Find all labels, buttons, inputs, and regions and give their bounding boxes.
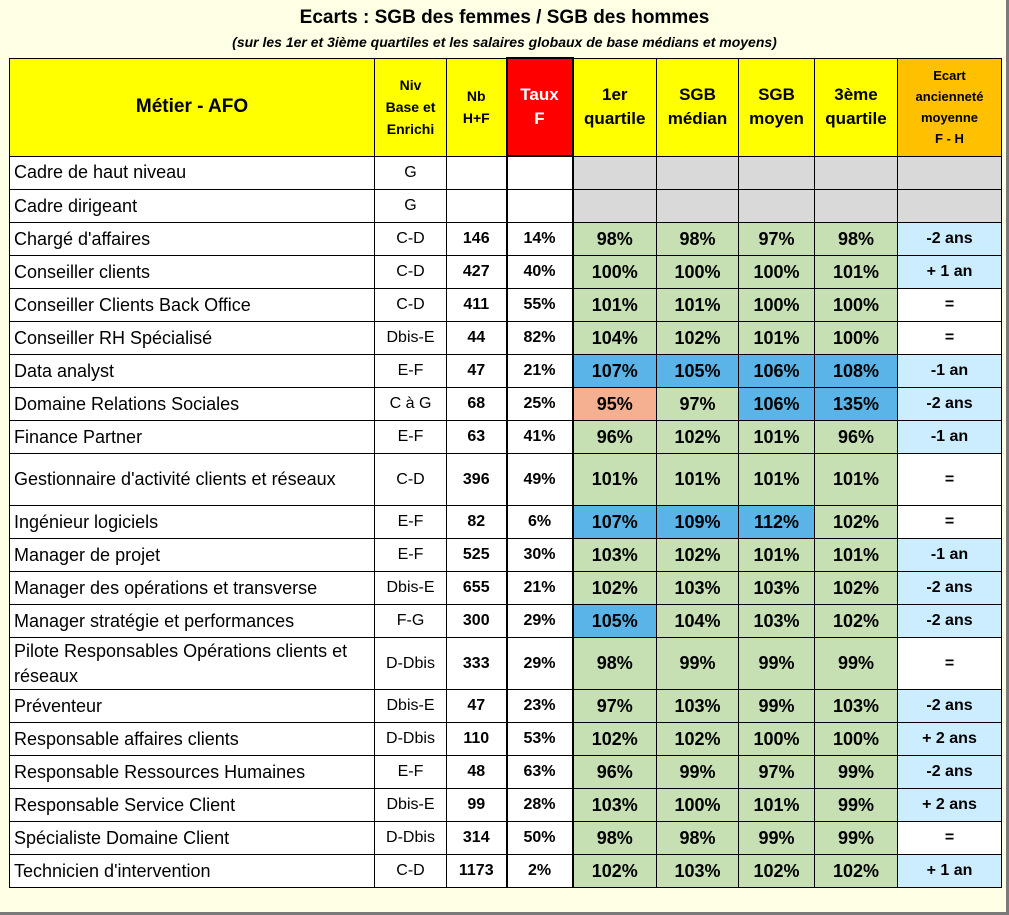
- median-cell: 103%: [657, 690, 739, 723]
- header-q1: 1er quartile: [573, 58, 657, 156]
- niveau-cell: Dbis-E: [375, 322, 447, 355]
- q3-cell: 101%: [815, 539, 898, 572]
- ecart-anciennete-cell: =: [898, 454, 1002, 506]
- taux-f-cell: 21%: [507, 572, 573, 605]
- ecart-anciennete-cell: -2 ans: [898, 756, 1002, 789]
- q1-cell: 104%: [573, 322, 657, 355]
- taux-f-cell: 6%: [507, 506, 573, 539]
- ecart-anciennete-cell: =: [898, 506, 1002, 539]
- metier-cell: Manager stratégie et performances: [10, 605, 375, 638]
- moyen-cell: 101%: [739, 454, 815, 506]
- nb-cell: 68: [447, 388, 507, 421]
- header-ecart-anciennete: Ecart ancienneté moyenne F - H: [898, 58, 1002, 156]
- q1-cell: 97%: [573, 690, 657, 723]
- moyen-cell: 97%: [739, 756, 815, 789]
- moyen-cell: 102%: [739, 855, 815, 888]
- niveau-cell: Dbis-E: [375, 572, 447, 605]
- median-cell: 98%: [657, 223, 739, 256]
- ecart-anciennete-cell: -2 ans: [898, 690, 1002, 723]
- taux-f-cell: 53%: [507, 723, 573, 756]
- median-cell: 97%: [657, 388, 739, 421]
- ecart-anciennete-cell: + 1 an: [898, 855, 1002, 888]
- moyen-cell: 112%: [739, 506, 815, 539]
- niveau-cell: C-D: [375, 256, 447, 289]
- median-cell: 101%: [657, 454, 739, 506]
- median-cell: 102%: [657, 723, 739, 756]
- nb-cell: 44: [447, 322, 507, 355]
- q3-cell: 135%: [815, 388, 898, 421]
- nb-cell: 63: [447, 421, 507, 454]
- metier-cell: Chargé d'affaires: [10, 223, 375, 256]
- q3-cell: 101%: [815, 256, 898, 289]
- page-subtitle: (sur les 1er et 3ième quartiles et les salaires globaux de base médians et moyens): [232, 34, 777, 50]
- q3-cell: 96%: [815, 421, 898, 454]
- table-row: [10, 638, 1002, 690]
- q1-cell: 102%: [573, 855, 657, 888]
- header-nb: Nb H+F: [447, 58, 507, 156]
- ecart-anciennete-cell: -2 ans: [898, 605, 1002, 638]
- moyen-cell: 101%: [739, 789, 815, 822]
- niveau-cell: F-G: [375, 605, 447, 638]
- metier-cell: Conseiller clients: [10, 256, 375, 289]
- table-row: [10, 506, 1002, 539]
- ecart-anciennete-cell: + 2 ans: [898, 789, 1002, 822]
- ecart-anciennete-cell: =: [898, 322, 1002, 355]
- q1-cell: 101%: [573, 454, 657, 506]
- q3-cell: 100%: [815, 322, 898, 355]
- q1-cell: 103%: [573, 789, 657, 822]
- median-cell: 103%: [657, 855, 739, 888]
- q3-cell: 100%: [815, 289, 898, 322]
- metier-cell: Spécialiste Domaine Client: [10, 822, 375, 855]
- niveau-cell: E-F: [375, 506, 447, 539]
- median-cell: 105%: [657, 355, 739, 388]
- q1-cell: 100%: [573, 256, 657, 289]
- metier-cell: Conseiller Clients Back Office: [10, 289, 375, 322]
- table-row: [10, 605, 1002, 638]
- table-row: [10, 355, 1002, 388]
- nb-cell: 82: [447, 506, 507, 539]
- ecart-anciennete-cell: -1 an: [898, 421, 1002, 454]
- nb-cell: 47: [447, 355, 507, 388]
- table-row: [10, 789, 1002, 822]
- moyen-cell: 103%: [739, 572, 815, 605]
- nb-cell: [447, 156, 507, 190]
- nb-cell: 525: [447, 539, 507, 572]
- ecart-anciennete-cell: [898, 190, 1002, 223]
- nb-cell: 333: [447, 638, 507, 690]
- q1-cell: 107%: [573, 355, 657, 388]
- nb-cell: 1173: [447, 855, 507, 888]
- taux-f-cell: 29%: [507, 605, 573, 638]
- q1-cell: 103%: [573, 539, 657, 572]
- taux-f-cell: 23%: [507, 690, 573, 723]
- metier-cell: Manager des opérations et transverse: [10, 572, 375, 605]
- table-row: [10, 822, 1002, 855]
- ecart-anciennete-cell: -1 an: [898, 355, 1002, 388]
- header-metier: Métier - AFO: [10, 58, 375, 156]
- q1-cell: 98%: [573, 223, 657, 256]
- median-cell: [657, 156, 739, 190]
- q1-cell: 102%: [573, 723, 657, 756]
- moyen-cell: 106%: [739, 388, 815, 421]
- taux-f-cell: [507, 156, 573, 190]
- q3-cell: [815, 156, 898, 190]
- median-cell: 104%: [657, 605, 739, 638]
- taux-f-cell: 29%: [507, 638, 573, 690]
- q1-cell: 102%: [573, 572, 657, 605]
- niveau-cell: E-F: [375, 355, 447, 388]
- taux-f-cell: 25%: [507, 388, 573, 421]
- moyen-cell: 99%: [739, 638, 815, 690]
- q3-cell: 99%: [815, 789, 898, 822]
- metier-cell: Technicien d'intervention: [10, 855, 375, 888]
- taux-f-cell: 30%: [507, 539, 573, 572]
- niveau-cell: Dbis-E: [375, 789, 447, 822]
- q3-cell: 99%: [815, 756, 898, 789]
- median-cell: [657, 190, 739, 223]
- moyen-cell: 100%: [739, 256, 815, 289]
- niveau-cell: C-D: [375, 223, 447, 256]
- header-q3: 3ème quartile: [815, 58, 898, 156]
- nb-cell: 48: [447, 756, 507, 789]
- taux-f-cell: 55%: [507, 289, 573, 322]
- q3-cell: 103%: [815, 690, 898, 723]
- metier-cell: Ingénieur logiciels: [10, 506, 375, 539]
- taux-f-cell: 50%: [507, 822, 573, 855]
- niveau-cell: C-D: [375, 289, 447, 322]
- metier-cell: Responsable Ressources Humaines: [10, 756, 375, 789]
- median-cell: 98%: [657, 822, 739, 855]
- taux-f-cell: 21%: [507, 355, 573, 388]
- q1-cell: 96%: [573, 756, 657, 789]
- nb-cell: 110: [447, 723, 507, 756]
- table-row: [10, 289, 1002, 322]
- niveau-cell: D-Dbis: [375, 638, 447, 690]
- moyen-cell: 100%: [739, 723, 815, 756]
- taux-f-cell: 14%: [507, 223, 573, 256]
- moyen-cell: 103%: [739, 605, 815, 638]
- header-niveau: Niv Base et Enrichi: [375, 58, 447, 156]
- median-cell: 109%: [657, 506, 739, 539]
- nb-cell: 427: [447, 256, 507, 289]
- table-row: [10, 256, 1002, 289]
- moyen-cell: [739, 190, 815, 223]
- median-cell: 100%: [657, 789, 739, 822]
- ecart-anciennete-cell: -2 ans: [898, 572, 1002, 605]
- salary-gap-table: [9, 57, 1002, 888]
- metier-cell: Finance Partner: [10, 421, 375, 454]
- metier-cell: Pilote Responsables Opérations clients et réseaux: [10, 638, 375, 690]
- niveau-cell: Dbis-E: [375, 690, 447, 723]
- niveau-cell: G: [375, 190, 447, 223]
- q3-cell: 99%: [815, 822, 898, 855]
- ecart-anciennete-cell: [898, 156, 1002, 190]
- taux-f-cell: 49%: [507, 454, 573, 506]
- niveau-cell: D-Dbis: [375, 723, 447, 756]
- moyen-cell: 101%: [739, 539, 815, 572]
- taux-f-cell: 82%: [507, 322, 573, 355]
- metier-cell: Responsable Service Client: [10, 789, 375, 822]
- moyen-cell: 97%: [739, 223, 815, 256]
- niveau-cell: C-D: [375, 454, 447, 506]
- nb-cell: 99: [447, 789, 507, 822]
- niveau-cell: C-D: [375, 855, 447, 888]
- metier-cell: Data analyst: [10, 355, 375, 388]
- q3-cell: 102%: [815, 506, 898, 539]
- q3-cell: 102%: [815, 605, 898, 638]
- median-cell: 99%: [657, 756, 739, 789]
- q1-cell: 95%: [573, 388, 657, 421]
- taux-f-cell: 2%: [507, 855, 573, 888]
- q3-cell: 101%: [815, 454, 898, 506]
- ecart-anciennete-cell: + 2 ans: [898, 723, 1002, 756]
- ecart-anciennete-cell: =: [898, 289, 1002, 322]
- q1-cell: 98%: [573, 822, 657, 855]
- q1-cell: 96%: [573, 421, 657, 454]
- table-row: [10, 690, 1002, 723]
- moyen-cell: 99%: [739, 690, 815, 723]
- table-row: [10, 855, 1002, 888]
- table-row: [10, 156, 1002, 190]
- taux-f-cell: 28%: [507, 789, 573, 822]
- niveau-cell: E-F: [375, 756, 447, 789]
- q3-cell: 108%: [815, 355, 898, 388]
- moyen-cell: [739, 156, 815, 190]
- taux-f-cell: 63%: [507, 756, 573, 789]
- header-median: SGB médian: [657, 58, 739, 156]
- niveau-cell: D-Dbis: [375, 822, 447, 855]
- metier-cell: Manager de projet: [10, 539, 375, 572]
- q1-cell: [573, 190, 657, 223]
- niveau-cell: C à G: [375, 388, 447, 421]
- ecart-anciennete-cell: =: [898, 638, 1002, 690]
- q1-cell: 101%: [573, 289, 657, 322]
- moyen-cell: 100%: [739, 289, 815, 322]
- table-row: [10, 539, 1002, 572]
- q3-cell: 100%: [815, 723, 898, 756]
- table-row: [10, 190, 1002, 223]
- table-row: [10, 223, 1002, 256]
- q3-cell: 99%: [815, 638, 898, 690]
- q1-cell: 98%: [573, 638, 657, 690]
- median-cell: 103%: [657, 572, 739, 605]
- table-row: [10, 388, 1002, 421]
- metier-cell: Conseiller RH Spécialisé: [10, 322, 375, 355]
- header-moyen: SGB moyen: [739, 58, 815, 156]
- ecart-anciennete-cell: -1 an: [898, 539, 1002, 572]
- nb-cell: 300: [447, 605, 507, 638]
- moyen-cell: 101%: [739, 421, 815, 454]
- metier-cell: Domaine Relations Sociales: [10, 388, 375, 421]
- moyen-cell: 101%: [739, 322, 815, 355]
- table-row: [10, 723, 1002, 756]
- niveau-cell: E-F: [375, 539, 447, 572]
- metier-cell: Cadre de haut niveau: [10, 156, 375, 190]
- taux-f-cell: [507, 190, 573, 223]
- table-row: [10, 322, 1002, 355]
- table-row: [10, 756, 1002, 789]
- median-cell: 101%: [657, 289, 739, 322]
- ecart-anciennete-cell: -2 ans: [898, 223, 1002, 256]
- table-row: [10, 572, 1002, 605]
- nb-cell: [447, 190, 507, 223]
- q1-cell: 107%: [573, 506, 657, 539]
- table-row: [10, 454, 1002, 506]
- page-title: Ecarts : SGB des femmes / SGB des hommes: [299, 7, 710, 28]
- header-row: [10, 58, 1002, 156]
- median-cell: 102%: [657, 322, 739, 355]
- metier-cell: Responsable affaires clients: [10, 723, 375, 756]
- taux-f-cell: 41%: [507, 421, 573, 454]
- moyen-cell: 106%: [739, 355, 815, 388]
- table-row: [10, 421, 1002, 454]
- median-cell: 102%: [657, 539, 739, 572]
- ecart-anciennete-cell: -2 ans: [898, 388, 1002, 421]
- metier-cell: Gestionnaire d'activité clients et réseaux: [10, 454, 375, 506]
- q1-cell: [573, 156, 657, 190]
- ecart-anciennete-cell: + 1 an: [898, 256, 1002, 289]
- niveau-cell: G: [375, 156, 447, 190]
- nb-cell: 47: [447, 690, 507, 723]
- taux-f-cell: 40%: [507, 256, 573, 289]
- header-taux-f: Taux F: [507, 58, 573, 156]
- median-cell: 100%: [657, 256, 739, 289]
- ecart-anciennete-cell: =: [898, 822, 1002, 855]
- nb-cell: 314: [447, 822, 507, 855]
- metier-cell: Préventeur: [10, 690, 375, 723]
- q3-cell: 102%: [815, 572, 898, 605]
- q3-cell: 102%: [815, 855, 898, 888]
- moyen-cell: 99%: [739, 822, 815, 855]
- nb-cell: 146: [447, 223, 507, 256]
- median-cell: 99%: [657, 638, 739, 690]
- metier-cell: Cadre dirigeant: [10, 190, 375, 223]
- niveau-cell: E-F: [375, 421, 447, 454]
- q3-cell: 98%: [815, 223, 898, 256]
- nb-cell: 655: [447, 572, 507, 605]
- nb-cell: 396: [447, 454, 507, 506]
- q3-cell: [815, 190, 898, 223]
- median-cell: 102%: [657, 421, 739, 454]
- nb-cell: 411: [447, 289, 507, 322]
- q1-cell: 105%: [573, 605, 657, 638]
